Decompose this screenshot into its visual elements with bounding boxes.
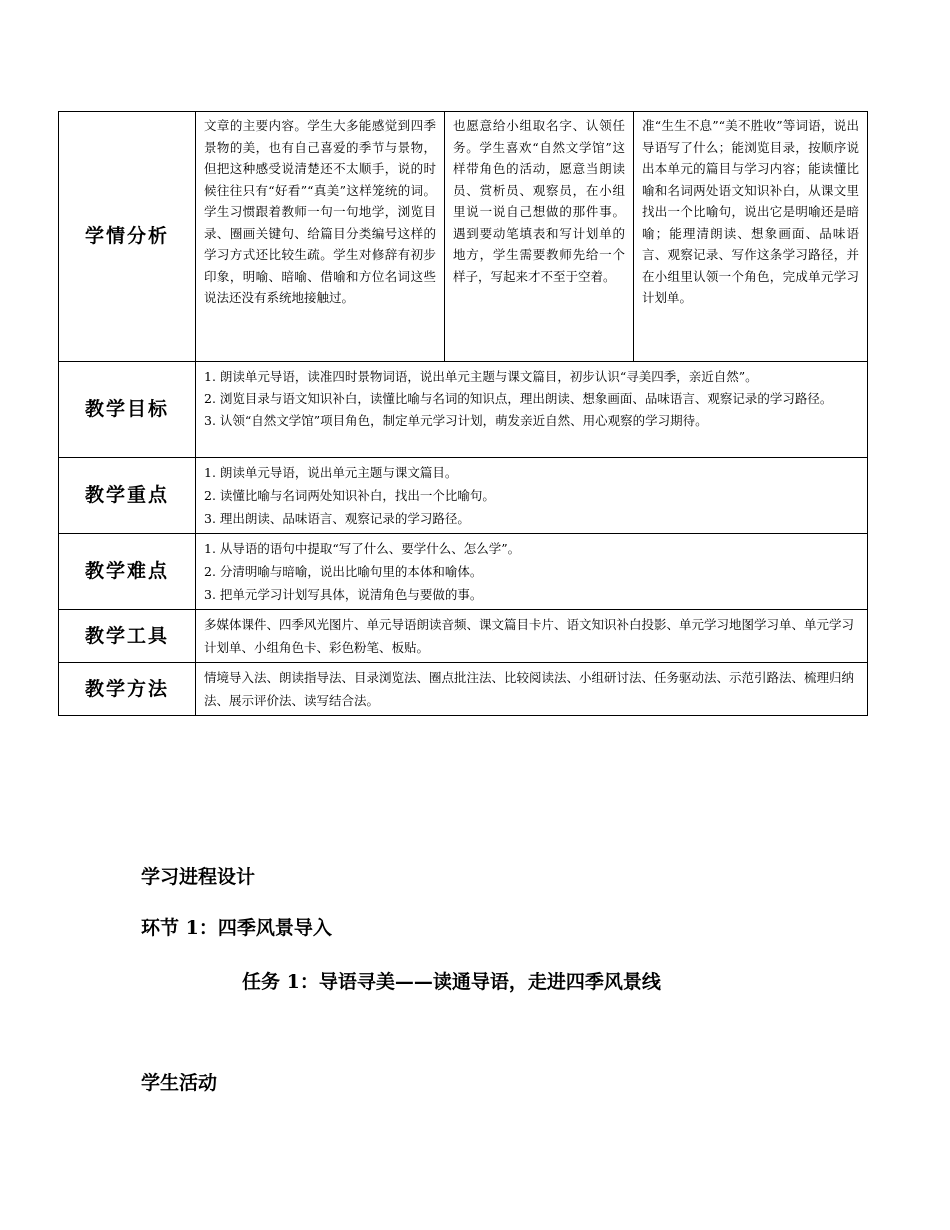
- difficulties-list: [204, 537, 859, 606]
- situation-col-2: 也愿意给小组取名字、认领任务。学生喜欢“自然文学馆”这样带角色的活动，愿意当朗读员、赏析员、观察员，在小组里说一说自己想做的那件事。遇到要动笔填表和写计划单的地方，学生需要教师先给一个样子，写起来才不至于空着。: [445, 112, 634, 362]
- label-methods: 教学方法: [59, 663, 196, 716]
- row-tools: [59, 610, 868, 663]
- keypoints-cell: [196, 458, 868, 534]
- label-keypoints: 教学重点: [59, 458, 196, 534]
- label-difficulties: 教学难点: [59, 534, 196, 610]
- tools-cell: 多媒体课件、四季风光图片、单元导语朗读音频、课文篇目卡片、语文知识补白投影、单元学习地图学习单、单元学习计划单、小组角色卡、彩色粉笔、板贴。: [196, 610, 868, 663]
- task-heading: 任务 1：导语寻美——读通导语，走进四季风景线: [242, 971, 661, 993]
- difficulty-item: 3. 把单元学习计划写具体，说清角色与要做的事。: [204, 587, 483, 602]
- keypoints-list: [204, 461, 859, 530]
- difficulties-cell: [196, 534, 868, 610]
- situation-col-3: 准“生生不息”“美不胜收”等词语，说出导语写了什么；能浏览目录，按顺序说出本单元的篇目与学习内容；能读懂比喻和名词两处语文知识补白，从课文里找出一个比喻句，说出它是明喻还是暗喻；能理清朗读、想象画面、品味语言、观察记录、写作这条学习路径，并在小组里认领一个角色，完成单元学习计划单。: [634, 112, 868, 362]
- difficulty-item: 2. 分清明喻与暗喻，说出比喻句里的本体和喻体。: [204, 564, 483, 579]
- row-situation: [59, 112, 868, 362]
- label-tools: 教学工具: [59, 610, 196, 663]
- label-situation: 学情分析: [59, 112, 196, 362]
- goal-item: 2. 浏览目录与语文知识补白，读懂比喻与名词的知识点，理出朗读、想象画面、品味语言、观察记录的学习路径。: [204, 391, 833, 406]
- keypoint-item: 3. 理出朗读、品味语言、观察记录的学习路径。: [204, 511, 470, 526]
- situation-col-1: 文章的主要内容。学生大多能感觉到四季景物的美，也有自己喜爱的季节与景物，但把这种感受说清楚还不太顺手，说的时候往往只有“好看”“真美”这样笼统的词。学生习惯跟着教师一句一句地学，浏览目录、圈画关键句、给篇目分类编号这样的学习方式还比较生疏。学生对修辞有初步印象，明喻、暗喻、借喻和方位名词这些说法还没有系统地接触过。: [196, 112, 445, 362]
- goals-list: [204, 365, 859, 432]
- row-goals: [59, 362, 868, 458]
- keypoint-item: 1. 朗读单元导语，说出单元主题与课文篇目。: [204, 465, 458, 480]
- goal-item: 1. 朗读单元导语，读准四时景物词语，说出单元主题与课文篇目，初步认识“寻美四季，亲近自然”。: [204, 369, 758, 384]
- row-methods: [59, 663, 868, 716]
- goal-item: 3. 认领“自然文学馆”项目角色，制定单元学习计划，萌发亲近自然、用心观察的学习期待。: [204, 413, 708, 428]
- methods-cell: 情境导入法、朗读指导法、目录浏览法、圈点批注法、比较阅读法、小组研讨法、任务驱动法、示范引路法、梳理归纳法、展示评价法、读写结合法。: [196, 663, 868, 716]
- lesson-plan-table: [58, 111, 868, 716]
- label-goals: 教学目标: [59, 362, 196, 458]
- activity-heading: 学生活动: [141, 1072, 218, 1094]
- keypoint-item: 2. 读懂比喻与名词两处知识补白，找出一个比喻句。: [204, 488, 495, 503]
- row-difficulties: [59, 534, 868, 610]
- section-heading: 环节 1：四季风景导入: [141, 917, 332, 939]
- process-title: 学习进程设计: [141, 866, 256, 888]
- goals-cell: [196, 362, 868, 458]
- row-keypoints: [59, 458, 868, 534]
- difficulty-item: 1. 从导语的语句中提取“写了什么、要学什么、怎么学”。: [204, 541, 521, 556]
